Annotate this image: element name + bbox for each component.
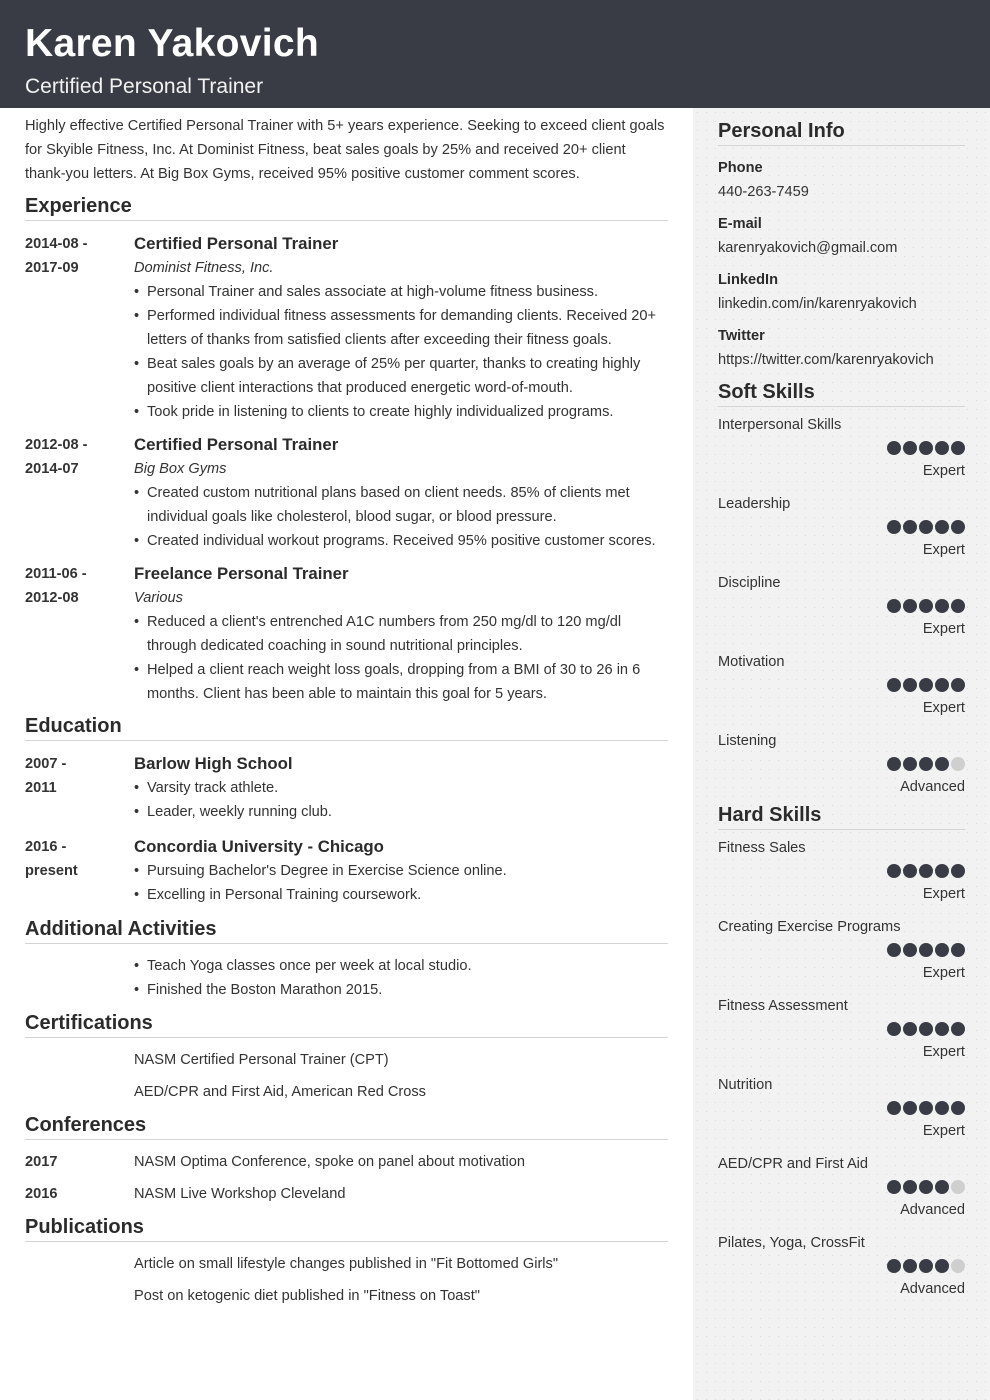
skill-item [718, 729, 965, 808]
job-org: Various [134, 590, 183, 606]
skill-rating [887, 943, 965, 957]
skill-item [718, 836, 965, 915]
date-start: 2014-08 - [25, 236, 88, 252]
section-title-education: Education [25, 713, 668, 741]
rating-dot-empty [951, 1180, 965, 1194]
publications-section [25, 1214, 668, 1308]
rating-dot-filled [903, 441, 917, 455]
rating-dot-filled [903, 1022, 917, 1036]
date-end: 2014-07 [25, 461, 79, 477]
entry-date-empty [25, 1048, 134, 1072]
education-bullets [134, 859, 668, 907]
job-bullets [134, 481, 668, 553]
skill-level: Expert [922, 542, 965, 558]
rating-dot-filled [887, 520, 901, 534]
bullet-item: • Took pride in listening to clients to create highly individualized programs. [134, 400, 668, 424]
date-end: 2011 [25, 780, 57, 796]
rating-dot-filled [903, 1180, 917, 1194]
rating-dot-filled [951, 441, 965, 455]
entry-date [25, 562, 134, 706]
section-title-personal-info: Personal Info [718, 118, 965, 146]
rating-dot-filled [951, 943, 965, 957]
date-end: 2012-08 [25, 590, 79, 606]
experience-entry [25, 232, 668, 424]
bullet-item: • Helped a client reach weight loss goals, dropping from a BMI of 30 to 26 in 6 months. Client has been able to maintain this goal for 5 years. [134, 658, 668, 706]
skill-item [718, 1073, 965, 1152]
job-role: Certified Personal Trainer [134, 234, 339, 253]
conferences-section [25, 1112, 668, 1206]
conference-year: 2016 [25, 1186, 58, 1202]
info-linkedin [718, 268, 965, 316]
bullet-item: • Reduced a client's entrenched A1C numbers from 250 mg/dl to 120 mg/dl through dedicated coaching in sound nutritional principles. [134, 610, 668, 658]
conference-entry [25, 1150, 668, 1174]
skill-rating [887, 1259, 965, 1273]
skill-name: Pilates, Yoga, CrossFit [718, 1235, 865, 1251]
job-org: Big Box Gyms [134, 461, 227, 477]
section-title-conferences: Conferences [25, 1112, 668, 1140]
certification-entry [25, 1080, 668, 1104]
certifications-section [25, 1010, 668, 1104]
section-title-activities: Additional Activities [25, 916, 668, 944]
rating-dot-filled [919, 599, 933, 613]
bullet-item: • Leader, weekly running club. [134, 800, 668, 824]
skill-level: Expert [922, 886, 965, 902]
candidate-name: Karen Yakovich [25, 22, 319, 65]
job-role: Freelance Personal Trainer [134, 564, 349, 583]
school-name: Concordia University - Chicago [134, 837, 384, 856]
bullet-item: • Created individual workout programs. Received 95% positive customer scores. [134, 529, 668, 553]
info-label: Phone [718, 160, 763, 176]
rating-dot-filled [903, 520, 917, 534]
skill-item [718, 994, 965, 1073]
entry-date [25, 835, 134, 907]
rating-dot-filled [935, 864, 949, 878]
rating-dot-filled [887, 943, 901, 957]
skill-level: Advanced [900, 779, 965, 795]
skill-rating [887, 1180, 965, 1194]
education-entry [25, 752, 668, 824]
rating-dot-filled [935, 1259, 949, 1273]
rating-dot-filled [935, 678, 949, 692]
skill-level: Expert [922, 965, 965, 981]
rating-dot-filled [951, 864, 965, 878]
certification-item: AED/CPR and First Aid, American Red Cross [134, 1084, 426, 1100]
date-start: 2011-06 - [25, 566, 87, 582]
rating-dot-filled [919, 1022, 933, 1036]
rating-dot-filled [903, 1101, 917, 1115]
rating-dot-empty [951, 1259, 965, 1273]
skill-rating [887, 864, 965, 878]
skill-rating [887, 678, 965, 692]
rating-dot-filled [919, 1180, 933, 1194]
skill-name: Nutrition [718, 1077, 773, 1093]
personal-info-list [718, 156, 965, 372]
rating-dot-filled [935, 757, 949, 771]
skill-name: Creating Exercise Programs [718, 919, 901, 935]
date-start: 2012-08 - [25, 437, 88, 453]
education-entry [25, 835, 668, 907]
skill-level: Expert [922, 1044, 965, 1060]
rating-dot-filled [887, 1022, 901, 1036]
rating-dot-filled [903, 943, 917, 957]
skill-level: Advanced [900, 1202, 965, 1218]
date-start: 2007 - [25, 756, 67, 772]
skill-name: Fitness Sales [718, 840, 806, 856]
rating-dot-filled [951, 599, 965, 613]
skill-level: Expert [922, 1123, 965, 1139]
activities-entry [25, 954, 668, 1002]
job-org: Dominist Fitness, Inc. [134, 260, 274, 276]
school-name: Barlow High School [134, 754, 293, 773]
rating-dot-filled [887, 1101, 901, 1115]
skill-name: Discipline [718, 575, 781, 591]
bullet-item: • Varsity track athlete. [134, 776, 668, 800]
summary: Highly effective Certified Personal Trainer with 5+ years experience. Seeking to exceed client goals for Skyible Fitness, Inc. At Dominist Fitness, beat sales goals by 25% and received 20+ client thank-you letters. At Big Box Gyms, received 95% positive customer comment scores. [25, 118, 665, 182]
entry-date-empty [25, 1252, 134, 1276]
hard-skills-list [718, 836, 965, 1310]
bullet-item: • Personal Trainer and sales associate at high-volume fitness business. [134, 280, 668, 304]
skill-name: Fitness Assessment [718, 998, 848, 1014]
date-end: present [25, 863, 78, 879]
skill-item [718, 571, 965, 650]
rating-dot-filled [919, 678, 933, 692]
info-label: Twitter [718, 328, 765, 344]
skill-rating [887, 1022, 965, 1036]
entry-date-empty [25, 1284, 134, 1308]
entry-date [25, 433, 134, 553]
experience-section [25, 193, 668, 706]
rating-dot-filled [919, 943, 933, 957]
rating-dot-filled [919, 864, 933, 878]
rating-dot-filled [903, 864, 917, 878]
entry-body [134, 232, 668, 424]
skill-item [718, 492, 965, 571]
skill-name: AED/CPR and First Aid [718, 1156, 869, 1172]
skill-level: Expert [922, 463, 965, 479]
bullet-item: • Created custom nutritional plans based on client needs. 85% of clients met individual goals like cholesterol, blood sugar, or blood pressure. [134, 481, 668, 529]
skill-item [718, 650, 965, 729]
rating-dot-filled [919, 441, 933, 455]
bullet-item: • Beat sales goals by an average of 25% per quarter, thanks to creating highly positive client interactions that produced energetic word-of-mouth. [134, 352, 668, 400]
rating-dot-filled [935, 520, 949, 534]
entry-body [134, 954, 668, 1002]
rating-dot-filled [919, 1101, 933, 1115]
skill-level: Expert [922, 621, 965, 637]
job-bullets [134, 610, 668, 706]
rating-dot-filled [935, 599, 949, 613]
rating-dot-filled [935, 1101, 949, 1115]
skill-item [718, 915, 965, 994]
rating-dot-filled [887, 757, 901, 771]
rating-dot-filled [935, 441, 949, 455]
entry-date [25, 752, 134, 824]
soft-skills-list [718, 413, 965, 808]
entry-date-empty [25, 954, 134, 1002]
skill-level: Expert [922, 700, 965, 716]
bullet-item: • Performed individual fitness assessments for demanding clients. Received 20+ letters of thanks from satisfied clients after exceeding their fitness goals. [134, 304, 668, 352]
skill-rating [887, 520, 965, 534]
rating-dot-filled [951, 1022, 965, 1036]
skill-rating [887, 441, 965, 455]
info-email [718, 212, 965, 260]
rating-dot-filled [887, 441, 901, 455]
skill-rating [887, 1101, 965, 1115]
publication-entry [25, 1252, 668, 1276]
resume-header [0, 0, 990, 108]
publication-item: Article on small lifestyle changes published in "Fit Bottomed Girls" [134, 1256, 559, 1272]
publication-item: Post on ketogenic diet published in "Fitness on Toast" [134, 1288, 480, 1304]
skill-name: Motivation [718, 654, 785, 670]
section-title-hard-skills: Hard Skills [718, 802, 965, 830]
rating-dot-filled [935, 1180, 949, 1194]
bullet-item: • Finished the Boston Marathon 2015. [134, 978, 668, 1002]
education-section [25, 713, 668, 907]
activities-bullets [134, 954, 668, 1002]
rating-dot-filled [887, 1259, 901, 1273]
entry-body [134, 433, 668, 553]
entry-date [25, 232, 134, 424]
rating-dot-filled [951, 678, 965, 692]
bullet-item: • Teach Yoga classes once per week at local studio. [134, 954, 668, 978]
entry-date-empty [25, 1080, 134, 1104]
skill-name: Leadership [718, 496, 791, 512]
info-value: 440-263-7459 [718, 184, 809, 200]
activities-section [25, 916, 668, 1002]
rating-dot-filled [887, 864, 901, 878]
education-bullets [134, 776, 668, 824]
info-label: LinkedIn [718, 272, 778, 288]
conference-text: NASM Live Workshop Cleveland [134, 1186, 346, 1202]
rating-dot-filled [919, 1259, 933, 1273]
rating-dot-filled [919, 520, 933, 534]
bullet-item: • Pursuing Bachelor's Degree in Exercise Science online. [134, 859, 668, 883]
date-end: 2017-09 [25, 260, 79, 276]
rating-dot-filled [935, 1022, 949, 1036]
info-value: https://twitter.com/karenryakovich [718, 352, 934, 368]
date-start: 2016 - [25, 839, 67, 855]
skill-item [718, 1231, 965, 1310]
skill-item [718, 1152, 965, 1231]
skill-name: Listening [718, 733, 777, 749]
entry-body [134, 752, 668, 824]
main-column [25, 108, 668, 1308]
section-title-publications: Publications [25, 1214, 668, 1242]
info-value: karenryakovich@gmail.com [718, 240, 898, 256]
entry-body [134, 562, 668, 706]
section-title-experience: Experience [25, 193, 668, 221]
sidebar [693, 108, 990, 1400]
rating-dot-filled [903, 757, 917, 771]
certification-item: NASM Certified Personal Trainer (CPT) [134, 1052, 389, 1068]
info-label: E-mail [718, 216, 762, 232]
rating-dot-filled [903, 1259, 917, 1273]
job-role: Certified Personal Trainer [134, 435, 339, 454]
rating-dot-filled [903, 599, 917, 613]
conference-text: NASM Optima Conference, spoke on panel about motivation [134, 1154, 526, 1170]
conference-entry [25, 1182, 668, 1206]
candidate-title: Certified Personal Trainer [25, 75, 264, 98]
section-title-certifications: Certifications [25, 1010, 668, 1038]
job-bullets [134, 280, 668, 424]
rating-dot-empty [951, 757, 965, 771]
skill-rating [887, 599, 965, 613]
rating-dot-filled [903, 678, 917, 692]
skill-item [718, 413, 965, 492]
conference-year: 2017 [25, 1154, 58, 1170]
skill-name: Interpersonal Skills [718, 417, 842, 433]
rating-dot-filled [951, 1101, 965, 1115]
rating-dot-filled [887, 678, 901, 692]
section-title-soft-skills: Soft Skills [718, 379, 965, 407]
info-value: linkedin.com/in/karenryakovich [718, 296, 917, 312]
rating-dot-filled [887, 599, 901, 613]
rating-dot-filled [951, 520, 965, 534]
info-phone [718, 156, 965, 204]
rating-dot-filled [887, 1180, 901, 1194]
experience-entry [25, 433, 668, 553]
skill-level: Advanced [900, 1281, 965, 1297]
rating-dot-filled [919, 757, 933, 771]
bullet-item: • Excelling in Personal Training coursework. [134, 883, 668, 907]
entry-body [134, 835, 668, 907]
certification-entry [25, 1048, 668, 1072]
info-twitter [718, 324, 965, 372]
publication-entry [25, 1284, 668, 1308]
rating-dot-filled [935, 943, 949, 957]
experience-entry [25, 562, 668, 706]
skill-rating [887, 757, 965, 771]
